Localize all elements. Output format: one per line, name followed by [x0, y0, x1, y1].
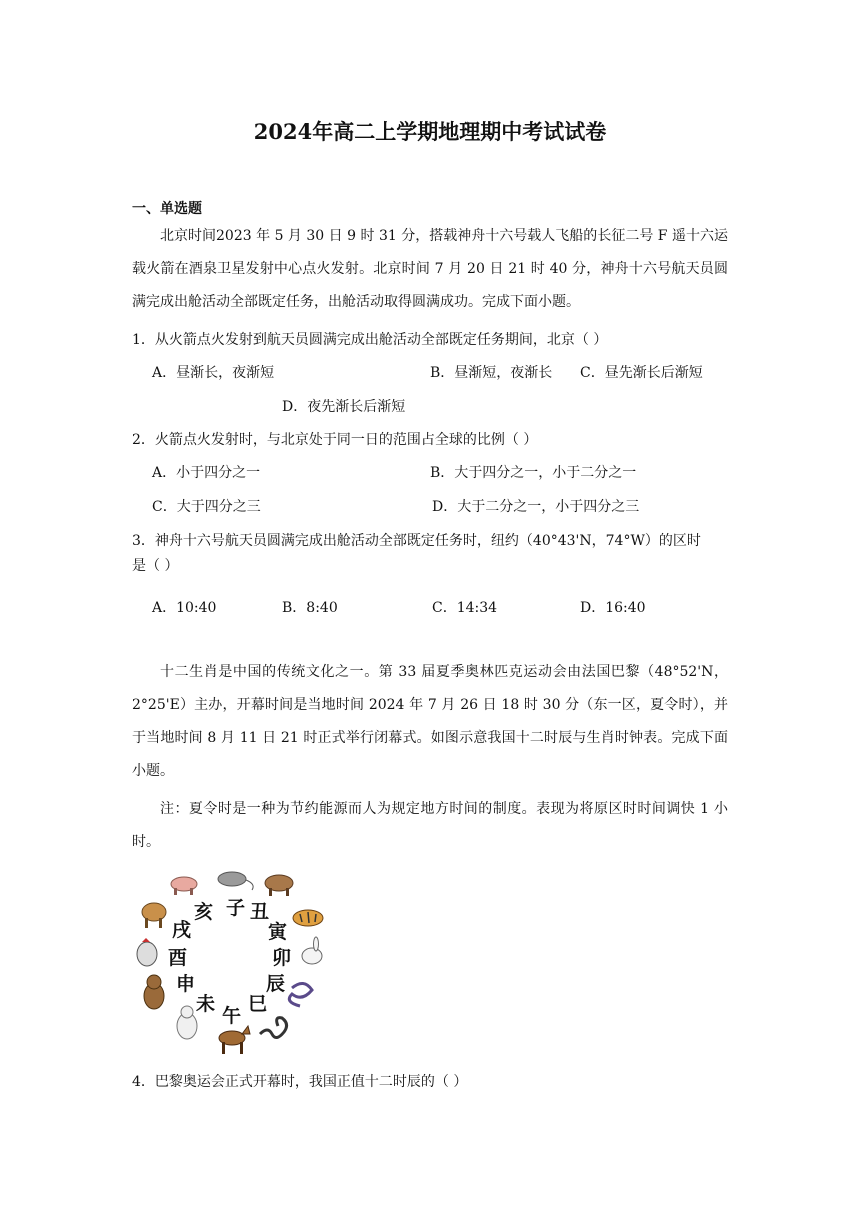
question-2-option-d: D．大于二分之一，小于四分之三 [432, 499, 640, 515]
tiger-icon [293, 910, 323, 926]
branch-chou: 丑 [250, 901, 270, 923]
rat-icon [218, 872, 253, 890]
question-1-option-d: D．夜先渐长后渐短 [282, 399, 406, 415]
branch-wu: 午 [222, 1005, 242, 1027]
question-2-option-b: B．大于四分之一，小于二分之一 [430, 465, 637, 481]
note: 注：夏令时是一种为节约能源而人为规定地方时间的制度。表现为将原区时时间调快 1 小时。 [132, 801, 728, 850]
passage-1: 北京时间2023 年 5 月 30 日 9 时 31 分，搭载神舟十六号载人飞船的长征二号 F 遥十六运载火箭在酒泉卫星发射中心点火发射。北京时间 7 月 20 日 21 时 40 分，神舟十六号航天员圆满完成出舱活动全部既定任务，出舱活动取得圆满成功。完成下面小题。 [132, 228, 728, 310]
branch-you: 酉 [168, 947, 188, 969]
branch-wei: 未 [196, 993, 216, 1015]
goat-icon [177, 1006, 197, 1039]
question-3-option-b: B．8:40 [282, 600, 338, 616]
page-title: 2024年高二上学期地理期中考试试卷 [253, 119, 607, 144]
dragon-icon [289, 983, 312, 1006]
rooster-icon [137, 938, 157, 966]
horse-icon [219, 1026, 250, 1054]
dog-icon [142, 903, 166, 928]
snake-icon [260, 1018, 287, 1038]
branch-shen: 申 [176, 973, 196, 995]
question-3-stem-line1: 3．神舟十六号航天员圆满完成出舱活动全部既定任务时，纽约（40°43'N，74°W）的区时 [132, 533, 701, 549]
question-3-option-c: C．14:34 [432, 600, 498, 616]
question-4-stem: 4．巴黎奥运会正式开幕时，我国正值十二时辰的（ ） [132, 1074, 468, 1090]
question-1-option-c: C．昼先渐长后渐短 [580, 365, 703, 381]
pig-icon [171, 877, 197, 895]
question-3-option-a: A．10:40 [152, 600, 217, 616]
branch-xu: 戌 [172, 919, 192, 941]
question-3-option-d: D．16:40 [580, 600, 646, 616]
branch-si: 巳 [248, 993, 268, 1015]
question-3-stem-line2: 是（ ） [132, 558, 179, 574]
branch-chen: 辰 [266, 973, 286, 995]
monkey-icon [144, 975, 164, 1009]
branch-zi: 子 [226, 897, 246, 919]
zodiac-clock-figure [132, 866, 332, 1058]
question-1-option-b: B．昼渐短，夜渐长 [430, 365, 553, 381]
branch-yin: 寅 [268, 921, 288, 943]
question-1-stem: 1．从火箭点火发射到航天员圆满完成出舱活动全部既定任务期间，北京（ ） [132, 332, 608, 348]
passage-2: 十二生肖是中国的传统文化之一。第 33 届夏季奥林匹克运动会由法国巴黎（48°52'N，2°25'E）主办，开幕时间是当地时间 2024 年 7 月 26 日 18 时 30 分（东一区，夏令时），并于当地时间 8 月 11 日 21 时正式举行闭幕式。如图示意我国十二时辰与生肖时钟表。完成下面小题。 [132, 664, 728, 779]
question-2-stem: 2．火箭点火发射时，与北京处于同一日的范围占全球的比例（ ） [132, 432, 538, 448]
branch-hai: 亥 [194, 901, 214, 923]
rabbit-icon [302, 937, 322, 964]
question-2-option-a: A．小于四分之一 [152, 465, 261, 481]
question-2-option-c: C．大于四分之三 [152, 499, 261, 515]
ox-icon [265, 875, 293, 896]
branch-mao: 卯 [272, 947, 292, 969]
section-heading: 一、单选题 [132, 201, 202, 217]
question-1-option-a: A．昼渐长，夜渐短 [152, 365, 275, 381]
